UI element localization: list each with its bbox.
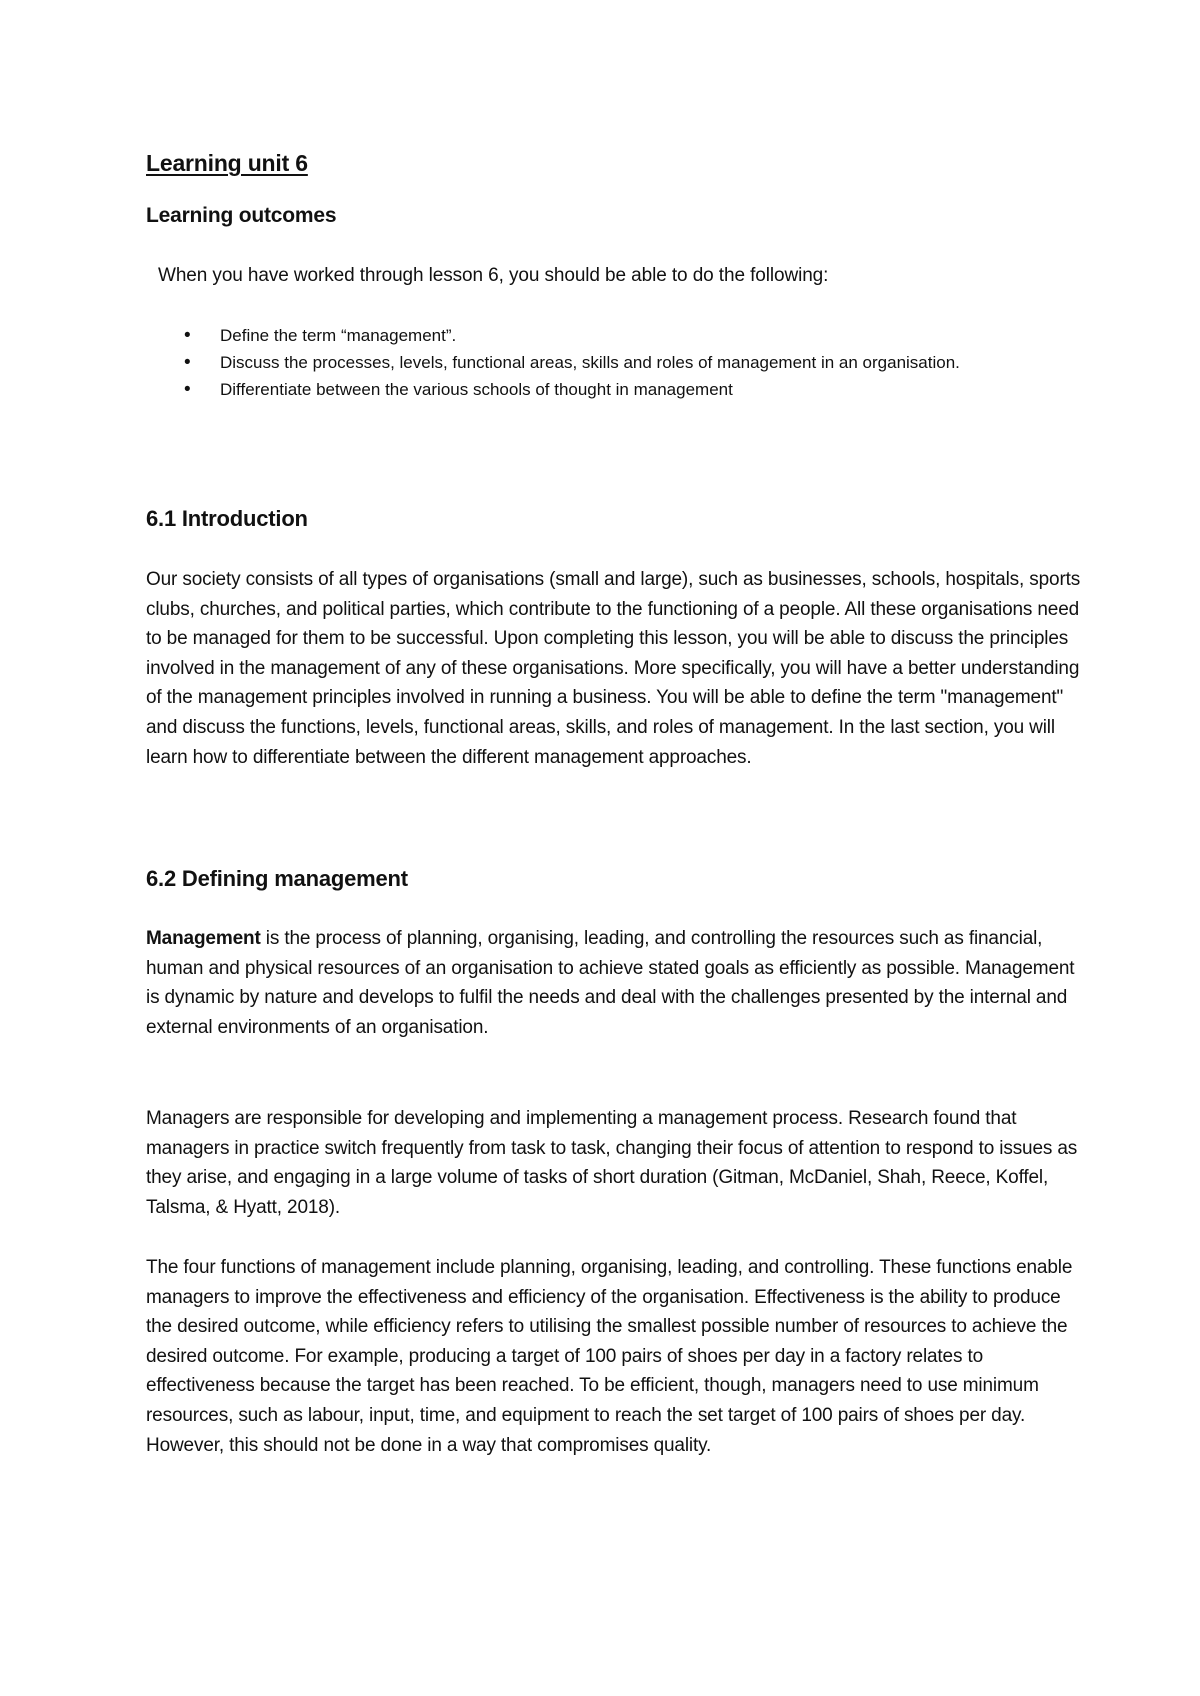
definition-paragraph [146,924,1086,1042]
functions-paragraph: The four functions of management include planning, organising, leading, and controlling. These functions enable managers to improve the effectiveness and efficiency of the organisation. Effectiveness is the ability to produce the desired outcome, while efficiency refers to utilising the smallest possible number of resources to achieve the desired outcome. For example, producing a target of 100 pairs of shoes per day in a factory relates to effectiveness because the target has been reached. To be efficient, though, managers need to use minimum resources, such as labour, input, time, and equipment to reach the set target of 100 pairs of shoes per day. However, this should not be done in a way that compromises quality. [146,1257,1073,1456]
section-heading-defining-management: 6.2 Defining management [146,866,408,891]
unit-title: Learning unit 6 [146,150,308,176]
introduction-paragraph: Our society consists of all types of organisations (small and large), such as businesses, schools, hospitals, sports clubs, churches, and political parties, which contribute to the functioning of a people. All these organisations need to be managed for them to be successful. Upon completing this lesson, you will be able to discuss the principles involved in the management of any of these organisations. More specifically, you will have a better understanding of the management principles involved in running a business. You will be able to define the term "management" and discuss the functions, levels, functional areas, skills, and roles of management. In the last section, you will learn how to differentiate between the different management approaches. [146,569,1081,768]
section-heading-introduction: 6.1 Introduction [146,506,308,531]
definition-text: is the process of planning, organising, leading, and controlling the resources such as financial, human and physical resources of an organisation to achieve stated goals as efficiently as possible. Management is dynamic by nature and develops to fulfil the needs and deal with the challenges presented by the internal and external environments of an organisation. [146,928,1075,1038]
learning-outcomes-intro: When you have worked through lesson 6, you should be able to do the following: [158,265,829,286]
learning-outcomes-heading: Learning outcomes [146,204,337,227]
learning-outcome-item: • Discuss the processes, levels, functional areas, skills and roles of management in an organisation. [178,349,1008,376]
learning-outcomes-list [178,322,1008,403]
learning-outcome-item: • Differentiate between the various schools of thought in management [178,376,1008,403]
learning-outcome-item: • Define the term “management”. [178,322,1008,349]
managers-paragraph: Managers are responsible for developing and implementing a management process. Research found that managers in practice switch frequently from task to task, changing their focus of attention to respond to issues as they arise, and engaging in a large volume of tasks of short duration (Gitman, McDaniel, Shah, Reece, Koffel, Talsma, & Hyatt, 2018). [146,1108,1078,1218]
management-term: Management [146,928,261,949]
